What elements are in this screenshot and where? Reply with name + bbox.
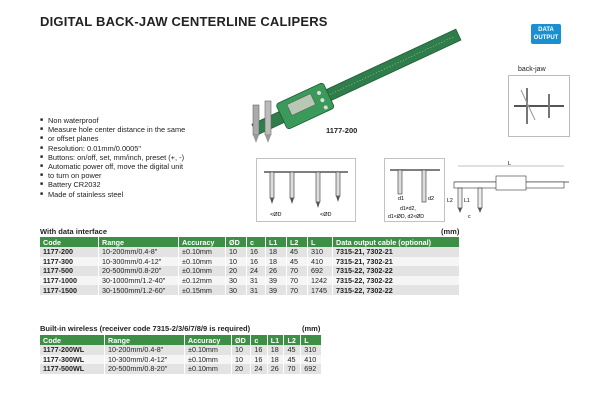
table-row [40, 247, 460, 257]
diagram-label-l1: L1 [464, 198, 470, 204]
page-title: DIGITAL BACK-JAW CENTERLINE CALIPERS [40, 14, 328, 29]
cell-l: 410 [308, 257, 333, 267]
cell-accuracy: ±0.12mm [179, 276, 226, 286]
table-header-row [40, 335, 322, 345]
cell-accuracy: ±0.10mm [179, 247, 226, 257]
cell-c: 16 [247, 247, 266, 257]
table-row [40, 257, 460, 267]
feature-item: ■ Non waterproof [40, 116, 185, 125]
col-code: Code [40, 237, 99, 247]
cell-accuracy: ±0.10mm [179, 266, 226, 276]
cell-l: 1242 [308, 276, 333, 286]
feature-item: ■ Resolution: 0.01mm/0.0005" [40, 144, 185, 153]
cell-range: 30-1000mm/1.2-40" [99, 276, 179, 286]
col-od: ØD [232, 335, 251, 345]
col-l1: L1 [267, 335, 284, 345]
model-number: 1177-200 [326, 126, 358, 135]
col-c: c [251, 335, 267, 345]
cell-accuracy: ±0.15mm [179, 285, 226, 295]
feature-item: ■ Made of stainless steel [40, 190, 185, 199]
col-l2: L2 [287, 237, 308, 247]
cell-c: 16 [251, 345, 267, 355]
cell-l: 310 [308, 247, 333, 257]
col-range: Range [99, 237, 179, 247]
cell-code: 1177-500 [40, 266, 99, 276]
cell-accuracy: ±0.10mm [185, 345, 232, 355]
col-c: c [247, 237, 266, 247]
col-accuracy: Accuracy [179, 237, 226, 247]
col-l2: L2 [284, 335, 301, 345]
cell-l1: 26 [267, 364, 284, 374]
data-output-badge [531, 24, 561, 44]
table-header-row [40, 237, 460, 247]
cell-l2: 70 [287, 266, 308, 276]
cell-od: 10 [232, 355, 251, 365]
cell-l2: 70 [287, 276, 308, 286]
cell-range: 20-500mm/0.8-20" [99, 266, 179, 276]
cell-od: 10 [226, 247, 247, 257]
cell-l: 692 [308, 266, 333, 276]
cell-c: 31 [247, 285, 266, 295]
diagram-label-cond1: d1≠d2, [400, 206, 416, 212]
cell-l2: 45 [284, 345, 301, 355]
diagram-label-d-left: <ØD [270, 212, 282, 218]
table-row [40, 355, 322, 365]
cell-l2: 45 [287, 247, 308, 257]
cell-l2: 70 [284, 364, 301, 374]
cell-od: 30 [226, 285, 247, 295]
feature-item-continued: ■ or offset planes [40, 134, 185, 143]
feature-item: ■ Buttons: on/off, set, mm/inch, preset (+, -) [40, 153, 185, 162]
cell-od: 20 [232, 364, 251, 374]
badge-line-2: OUTPUT [533, 35, 559, 41]
diagram-label-d1: d1 [398, 196, 405, 202]
feature-item: ■ Measure hole center distance in the same [40, 125, 185, 134]
backjaw-image [508, 75, 570, 137]
measurement-diagram-right [384, 158, 574, 222]
table-row [40, 364, 322, 374]
cell-l1: 39 [266, 276, 287, 286]
table1-title: With data interface [40, 227, 108, 236]
cell-c: 16 [247, 257, 266, 267]
cell-l: 310 [301, 345, 322, 355]
cell-l: 692 [301, 364, 322, 374]
cell-od: 10 [226, 257, 247, 267]
measurement-diagram-left [256, 158, 356, 222]
cell-code: 1177-1500 [40, 285, 99, 295]
col-l1: L1 [266, 237, 287, 247]
table1-unit: (mm) [441, 227, 460, 236]
cell-od: 20 [226, 266, 247, 276]
cell-accuracy: ±0.10mm [185, 364, 232, 374]
table-row [40, 285, 460, 295]
cell-code: 1177-200WL [40, 345, 105, 355]
cell-c: 24 [251, 364, 267, 374]
feature-item: ■ Automatic power off, move the digital unit [40, 162, 185, 171]
spec-table-data-interface [40, 237, 460, 295]
cell-l1: 26 [266, 266, 287, 276]
col-accuracy: Accuracy [185, 335, 232, 345]
cell-l: 410 [301, 355, 322, 365]
col-l: L [308, 237, 333, 247]
cell-accuracy: ±0.10mm [179, 257, 226, 267]
cell-l2: 45 [284, 355, 301, 365]
cell-range: 10-300mm/0.4-12" [105, 355, 185, 365]
col-code: Code [40, 335, 105, 345]
cell-cable: 7315-22, 7302-22 [333, 266, 460, 276]
cell-range: 10-300mm/0.4-12" [99, 257, 179, 267]
cell-cable: 7315-21, 7302-21 [333, 247, 460, 257]
cell-l1: 18 [266, 257, 287, 267]
col-cable: Data output cable (optional) [333, 237, 460, 247]
cell-l1: 39 [266, 285, 287, 295]
cell-c: 31 [247, 276, 266, 286]
cell-cable: 7315-22, 7302-22 [333, 285, 460, 295]
cell-l1: 18 [267, 355, 284, 365]
table-row [40, 266, 460, 276]
table2-title: Built-in wireless (receiver code 7315-2/3/6/7/8/9 is required) [40, 324, 251, 333]
diagram-label-l2: L2 [447, 198, 453, 204]
cell-code: 1177-200 [40, 247, 99, 257]
diagram-label-l: L [508, 161, 512, 167]
col-l: L [301, 335, 322, 345]
badge-line-1: DATA [538, 27, 554, 33]
cell-range: 10-200mm/0.4-8" [99, 247, 179, 257]
cell-c: 16 [251, 355, 267, 365]
cell-l2: 45 [287, 257, 308, 267]
cell-od: 30 [226, 276, 247, 286]
cell-l1: 18 [267, 345, 284, 355]
cell-cable: 7315-22, 7302-22 [333, 276, 460, 286]
diagram-label-d2: d2 [428, 196, 435, 202]
cell-code: 1177-500WL [40, 364, 105, 374]
cell-cable: 7315-21, 7302-21 [333, 257, 460, 267]
feature-item: ■ Battery CR2032 [40, 180, 185, 189]
diagram-label-c: c [468, 214, 471, 220]
table-row [40, 345, 322, 355]
cell-od: 10 [232, 345, 251, 355]
cell-l: 1745 [308, 285, 333, 295]
diagram-label-cond2: d1<ØD, d2<ØD [388, 214, 425, 220]
feature-list [40, 116, 185, 199]
cell-c: 24 [247, 266, 266, 276]
table2-unit: (mm) [302, 324, 321, 333]
col-range: Range [105, 335, 185, 345]
cell-code: 1177-300WL [40, 355, 105, 365]
cell-code: 1177-300 [40, 257, 99, 267]
cell-range: 30-1500mm/1.2-60" [99, 285, 179, 295]
col-od: ØD [226, 237, 247, 247]
cell-range: 20-500mm/0.8-20" [105, 364, 185, 374]
cell-l2: 70 [287, 285, 308, 295]
diagram-label-d-right: <ØD [320, 212, 332, 218]
cell-code: 1177-1000 [40, 276, 99, 286]
cell-l1: 18 [266, 247, 287, 257]
spec-table-wireless [40, 335, 322, 374]
backjaw-label: back-jaw [518, 66, 546, 73]
cell-accuracy: ±0.10mm [185, 355, 232, 365]
feature-item-continued: ■ to turn on power [40, 171, 185, 180]
table-row [40, 276, 460, 286]
cell-range: 10-200mm/0.4-8" [105, 345, 185, 355]
